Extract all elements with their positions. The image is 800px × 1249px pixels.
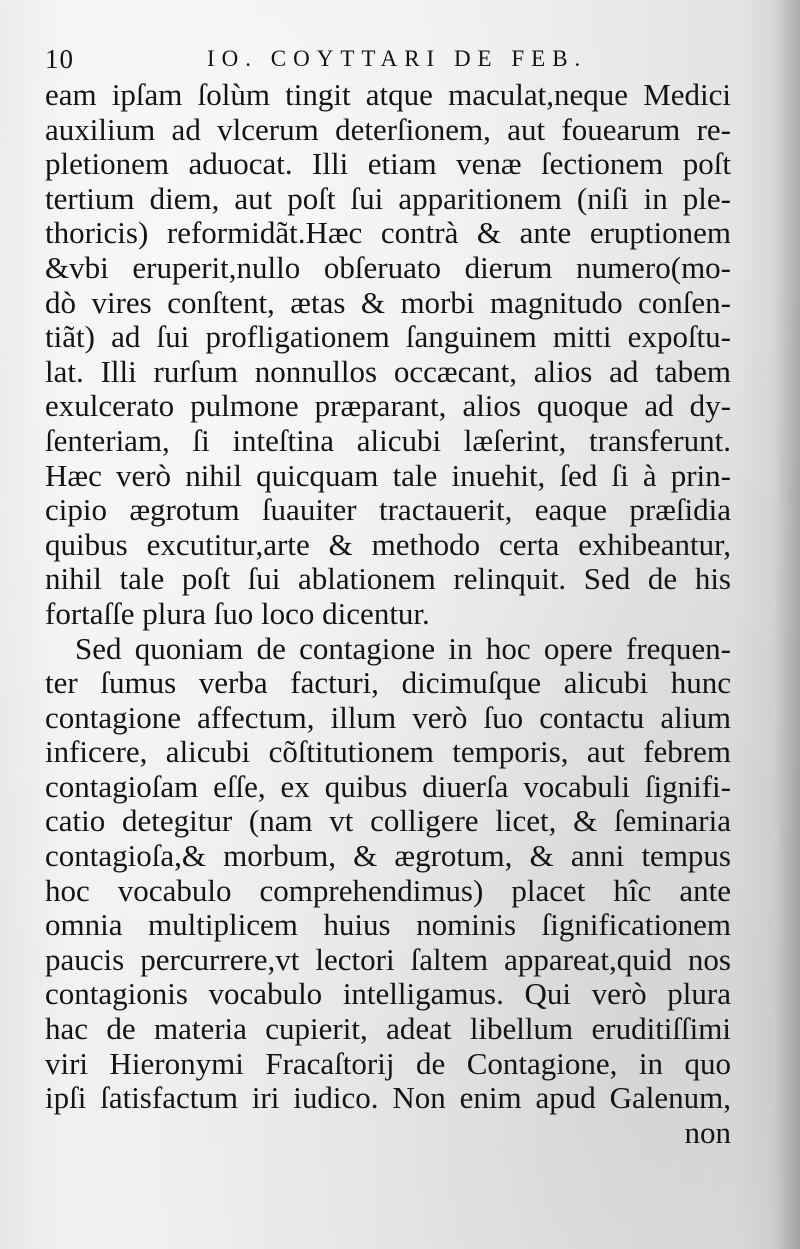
text-line: auxilium ad vlcerum deterſionem, aut fouearum re- (45, 111, 731, 147)
text-line: viri Hieronymi Fracaſtorij de Contagione, in quo (45, 1045, 731, 1081)
running-head: IO. COYTTARI DE FEB. (207, 46, 588, 71)
text-line: contagionis vocabulo intelligamus. Qui verò plura (45, 976, 731, 1012)
text-line: contagioſam eſſe, ex quibus diuerſa vocabuli ſignifi- (45, 768, 731, 804)
text-line: Hæc verò nihil quicquam tale inuehit, ſed ſi à prin- (45, 457, 731, 493)
text-line: ter ſumus verba facturi, dicimuſque alicubi hunc (45, 665, 731, 701)
text-line: ſenteriam, ſi inteſtina alicubi læſerint, transferunt. (45, 422, 731, 458)
paragraph-start-line: Sed quoniam de contagione in hoc opere frequen- (75, 630, 731, 666)
text-line: lat. Illi rurſum nonnullos occæcant, alios ad tabem (45, 353, 731, 389)
catchword: non (684, 1114, 731, 1150)
page-header (45, 40, 745, 80)
text-line: &vbi eruperit,nullo obſeruato dierum numero(mo- (45, 249, 731, 285)
text-line: omnia multiplicem huius nominis ſignificationem (45, 907, 731, 943)
text-line: thoricis) reformidãt.Hæc contrà & ante eruptionem (45, 215, 731, 251)
text-line: hoc vocabulo comprehendimus) placet hîc ante (45, 872, 731, 908)
paragraph-end-line: fortaſſe plura ſuo loco dicentur. (45, 595, 430, 631)
text-line: cipio ægrotum ſuauiter tractauerit, eaque præſidia (45, 492, 731, 528)
text-line: exulcerato pulmone præparant, alios quoque ad dy- (45, 388, 731, 424)
text-line: contagioſa,& morbum, & ægrotum, & anni tempus (45, 838, 731, 874)
text-line: hac de materia cupierit, adeat libellum eruditiſſimi (45, 1011, 731, 1047)
text-line: tiãt) ad ſui profligationem ſanguinem mitti expoſtu- (45, 319, 731, 355)
page-edge-shadow (774, 0, 800, 1249)
text-line: ipſi ſatisfactum iri iudico. Non enim apud Galenum, (45, 1080, 731, 1116)
text-line: paucis percurrere,vt lectori ſaltem appareat,quid nos (45, 941, 731, 977)
text-line: quibus excutitur,arte & methodo certa exhibeantur, (45, 526, 731, 562)
page-number: 10 (45, 44, 74, 74)
text-line: inficere, alicubi cõſtitutionem temporis, aut febrem (45, 734, 731, 770)
text-line: tertium diem, aut poſt ſui apparitionem (niſi in ple- (45, 180, 731, 216)
text-line: catio detegitur (nam vt colligere licet, & ſeminaria (45, 803, 731, 839)
body-text (45, 78, 745, 1150)
text-line: pletionem aduocat. Illi etiam venæ ſectionem poſt (45, 146, 731, 182)
text-line: dò vires conſtent, ætas & morbi magnitudo conſen- (45, 284, 731, 320)
text-line: nihil tale poſt ſui ablationem relinquit. Sed de his (45, 561, 731, 597)
text-line: eam ipſam ſolùm tingit atque maculat,neque Medici (45, 77, 731, 112)
text-line: contagione affectum, illum verò ſuo contactu alium (45, 699, 731, 735)
